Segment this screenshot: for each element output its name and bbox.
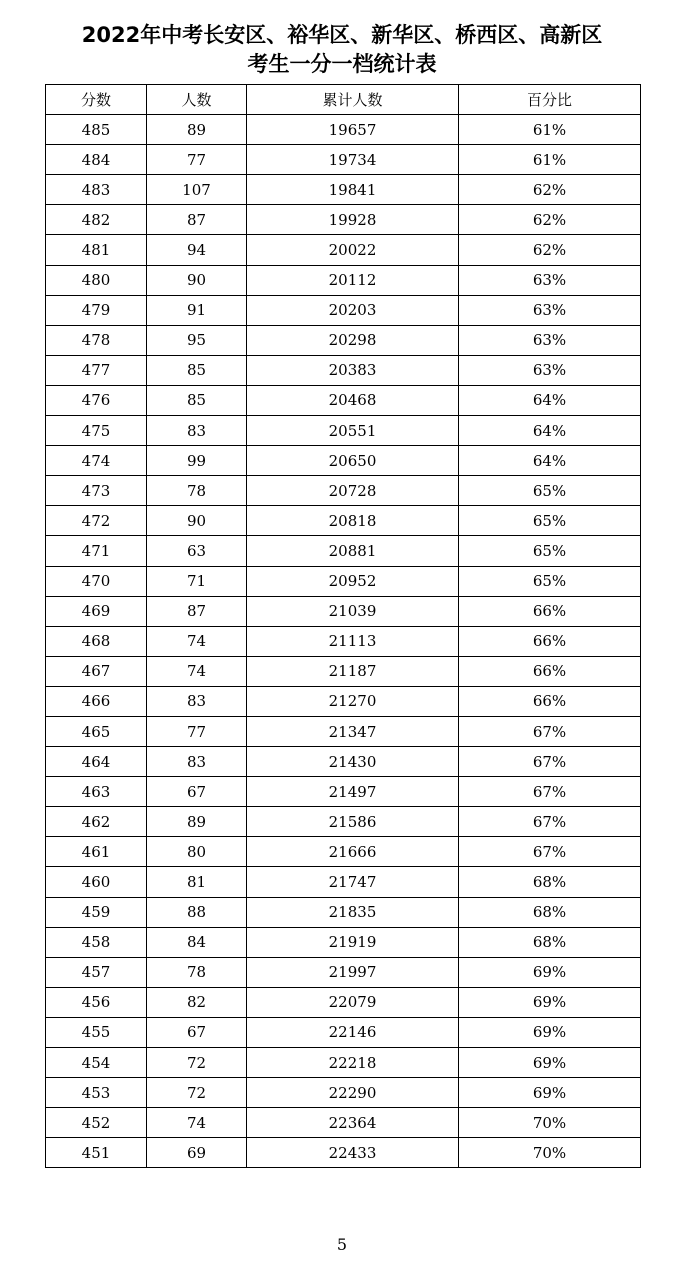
- page-subtitle: 考生一分一档统计表: [247, 52, 437, 76]
- cell-percent: 63%: [459, 325, 641, 355]
- cell-percent: 66%: [459, 686, 641, 716]
- cell-score: 479: [46, 295, 147, 325]
- page-number: 5: [336, 1235, 348, 1254]
- cell-percent: 62%: [459, 235, 641, 265]
- cell-score: 482: [46, 205, 147, 235]
- cell-count: 74: [147, 1108, 247, 1138]
- cell-percent: 69%: [459, 1017, 641, 1047]
- table-row: [46, 536, 641, 566]
- cell-percent: 65%: [459, 476, 641, 506]
- cell-cumulative: 20112: [247, 265, 459, 295]
- cell-cumulative: 20952: [247, 566, 459, 596]
- table-row: [46, 385, 641, 415]
- cell-count: 72: [147, 1048, 247, 1078]
- cell-percent: 68%: [459, 867, 641, 897]
- table-row: [46, 747, 641, 777]
- cell-cumulative: 20818: [247, 506, 459, 536]
- cell-cumulative: 21497: [247, 777, 459, 807]
- table-row: [46, 867, 641, 897]
- table-row: [46, 295, 641, 325]
- cell-score: 460: [46, 867, 147, 897]
- cell-score: 454: [46, 1048, 147, 1078]
- table-row: [46, 1017, 641, 1047]
- cell-cumulative: 22364: [247, 1108, 459, 1138]
- cell-score: 468: [46, 626, 147, 656]
- cell-percent: 67%: [459, 747, 641, 777]
- cell-count: 91: [147, 295, 247, 325]
- table-row: [46, 476, 641, 506]
- cell-cumulative: 22290: [247, 1078, 459, 1108]
- cell-score: 470: [46, 566, 147, 596]
- cell-count: 81: [147, 867, 247, 897]
- cell-count: 74: [147, 626, 247, 656]
- cell-cumulative: 20468: [247, 385, 459, 415]
- table-row: [46, 1078, 641, 1108]
- table-row: [46, 325, 641, 355]
- cell-count: 87: [147, 205, 247, 235]
- cell-count: 63: [147, 536, 247, 566]
- cell-count: 83: [147, 747, 247, 777]
- cell-score: 464: [46, 747, 147, 777]
- cell-cumulative: 21586: [247, 807, 459, 837]
- cell-cumulative: 21270: [247, 686, 459, 716]
- cell-count: 90: [147, 506, 247, 536]
- table-row: [46, 446, 641, 476]
- cell-count: 89: [147, 115, 247, 145]
- cell-cumulative: 21347: [247, 716, 459, 746]
- cell-cumulative: 21113: [247, 626, 459, 656]
- cell-score: 475: [46, 416, 147, 446]
- table-body: [46, 115, 641, 1168]
- cell-cumulative: 20881: [247, 536, 459, 566]
- cell-score: 478: [46, 325, 147, 355]
- cell-count: 78: [147, 957, 247, 987]
- cell-score: 476: [46, 385, 147, 415]
- cell-score: 471: [46, 536, 147, 566]
- cell-score: 467: [46, 656, 147, 686]
- cell-score: 469: [46, 596, 147, 626]
- cell-count: 99: [147, 446, 247, 476]
- cell-score: 452: [46, 1108, 147, 1138]
- table-row: [46, 837, 641, 867]
- cell-count: 89: [147, 807, 247, 837]
- cell-count: 85: [147, 355, 247, 385]
- table-row: [46, 716, 641, 746]
- cell-percent: 69%: [459, 1048, 641, 1078]
- cell-percent: 61%: [459, 115, 641, 145]
- cell-count: 78: [147, 476, 247, 506]
- cell-percent: 62%: [459, 205, 641, 235]
- table-row: [46, 566, 641, 596]
- cell-percent: 63%: [459, 265, 641, 295]
- cell-score: 474: [46, 446, 147, 476]
- cell-score: 463: [46, 777, 147, 807]
- cell-count: 83: [147, 686, 247, 716]
- cell-count: 95: [147, 325, 247, 355]
- cell-percent: 64%: [459, 385, 641, 415]
- cell-count: 77: [147, 716, 247, 746]
- table-row: [46, 506, 641, 536]
- cell-count: 94: [147, 235, 247, 265]
- cell-percent: 68%: [459, 927, 641, 957]
- cell-count: 67: [147, 777, 247, 807]
- cell-cumulative: 22218: [247, 1048, 459, 1078]
- cell-score: 455: [46, 1017, 147, 1047]
- table-row: [46, 416, 641, 446]
- cell-percent: 67%: [459, 837, 641, 867]
- cell-percent: 66%: [459, 656, 641, 686]
- cell-cumulative: 20551: [247, 416, 459, 446]
- cell-score: 483: [46, 175, 147, 205]
- cell-score: 457: [46, 957, 147, 987]
- table-row: [46, 686, 641, 716]
- cell-cumulative: 21835: [247, 897, 459, 927]
- cell-cumulative: 20022: [247, 235, 459, 265]
- cell-score: 473: [46, 476, 147, 506]
- header-cumulative: 累计人数: [247, 85, 459, 115]
- cell-count: 82: [147, 987, 247, 1017]
- cell-cumulative: 19657: [247, 115, 459, 145]
- table-row: [46, 656, 641, 686]
- cell-score: 456: [46, 987, 147, 1017]
- cell-score: 465: [46, 716, 147, 746]
- table-row: [46, 1108, 641, 1138]
- cell-score: 462: [46, 807, 147, 837]
- table-row: [46, 1048, 641, 1078]
- cell-cumulative: 21430: [247, 747, 459, 777]
- cell-cumulative: 21187: [247, 656, 459, 686]
- cell-percent: 67%: [459, 807, 641, 837]
- table-row: [46, 1138, 641, 1168]
- cell-percent: 69%: [459, 957, 641, 987]
- cell-score: 451: [46, 1138, 147, 1168]
- table-row: [46, 175, 641, 205]
- header-percent: 百分比: [459, 85, 641, 115]
- score-distribution-table: [45, 84, 641, 1168]
- cell-score: 459: [46, 897, 147, 927]
- cell-cumulative: 21039: [247, 596, 459, 626]
- cell-cumulative: 21997: [247, 957, 459, 987]
- cell-score: 461: [46, 837, 147, 867]
- cell-count: 74: [147, 656, 247, 686]
- cell-count: 85: [147, 385, 247, 415]
- cell-count: 107: [147, 175, 247, 205]
- cell-score: 453: [46, 1078, 147, 1108]
- cell-cumulative: 19734: [247, 145, 459, 175]
- table-row: [46, 987, 641, 1017]
- cell-count: 67: [147, 1017, 247, 1047]
- cell-count: 83: [147, 416, 247, 446]
- cell-percent: 67%: [459, 777, 641, 807]
- table-row: [46, 235, 641, 265]
- cell-percent: 70%: [459, 1138, 641, 1168]
- table-row: [46, 957, 641, 987]
- cell-count: 84: [147, 927, 247, 957]
- cell-count: 87: [147, 596, 247, 626]
- cell-cumulative: 20728: [247, 476, 459, 506]
- table-row: [46, 145, 641, 175]
- cell-percent: 65%: [459, 566, 641, 596]
- cell-cumulative: 22079: [247, 987, 459, 1017]
- table-row: [46, 205, 641, 235]
- cell-percent: 63%: [459, 295, 641, 325]
- cell-percent: 61%: [459, 145, 641, 175]
- cell-percent: 64%: [459, 416, 641, 446]
- cell-score: 485: [46, 115, 147, 145]
- cell-score: 484: [46, 145, 147, 175]
- cell-count: 77: [147, 145, 247, 175]
- table-row: [46, 897, 641, 927]
- cell-count: 69: [147, 1138, 247, 1168]
- cell-percent: 63%: [459, 355, 641, 385]
- table-row: [46, 626, 641, 656]
- cell-percent: 69%: [459, 987, 641, 1017]
- table-row: [46, 115, 641, 145]
- cell-percent: 69%: [459, 1078, 641, 1108]
- header-score: 分数: [46, 85, 147, 115]
- cell-percent: 66%: [459, 596, 641, 626]
- table-row: [46, 777, 641, 807]
- cell-cumulative: 20298: [247, 325, 459, 355]
- cell-score: 472: [46, 506, 147, 536]
- cell-cumulative: 20383: [247, 355, 459, 385]
- cell-count: 71: [147, 566, 247, 596]
- table-row: [46, 355, 641, 385]
- table-row: [46, 265, 641, 295]
- header-count: 人数: [147, 85, 247, 115]
- cell-percent: 70%: [459, 1108, 641, 1138]
- cell-count: 90: [147, 265, 247, 295]
- cell-cumulative: 19841: [247, 175, 459, 205]
- cell-count: 80: [147, 837, 247, 867]
- table-row: [46, 807, 641, 837]
- cell-cumulative: 21919: [247, 927, 459, 957]
- cell-score: 466: [46, 686, 147, 716]
- cell-cumulative: 22146: [247, 1017, 459, 1047]
- cell-percent: 67%: [459, 716, 641, 746]
- cell-cumulative: 22433: [247, 1138, 459, 1168]
- page-title: 2022年中考长安区、裕华区、新华区、桥西区、高新区: [81, 23, 603, 47]
- cell-cumulative: 21747: [247, 867, 459, 897]
- table-row: [46, 927, 641, 957]
- cell-percent: 68%: [459, 897, 641, 927]
- cell-percent: 66%: [459, 626, 641, 656]
- cell-score: 458: [46, 927, 147, 957]
- cell-cumulative: 19928: [247, 205, 459, 235]
- cell-score: 481: [46, 235, 147, 265]
- cell-cumulative: 20650: [247, 446, 459, 476]
- cell-percent: 64%: [459, 446, 641, 476]
- cell-score: 477: [46, 355, 147, 385]
- cell-cumulative: 21666: [247, 837, 459, 867]
- cell-score: 480: [46, 265, 147, 295]
- table-row: [46, 596, 641, 626]
- table-header-row: [46, 85, 641, 115]
- cell-percent: 62%: [459, 175, 641, 205]
- cell-percent: 65%: [459, 506, 641, 536]
- cell-count: 72: [147, 1078, 247, 1108]
- cell-count: 88: [147, 897, 247, 927]
- cell-cumulative: 20203: [247, 295, 459, 325]
- cell-percent: 65%: [459, 536, 641, 566]
